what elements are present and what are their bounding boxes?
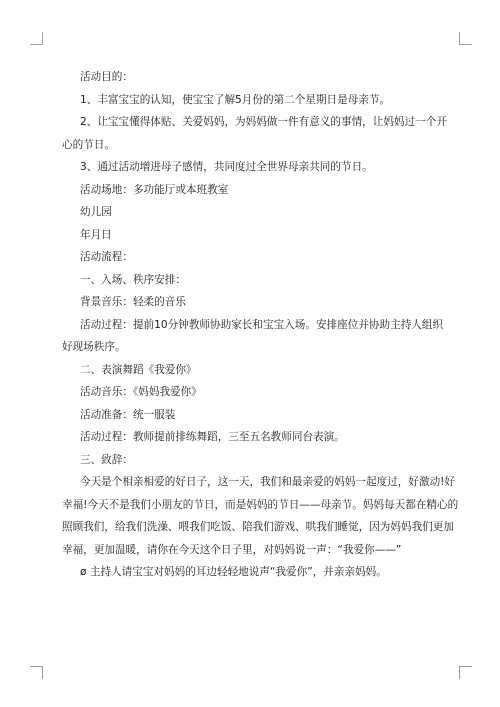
heading-purpose: 活动目的： [80, 71, 133, 83]
crop-mark-top-right [459, 32, 472, 45]
purpose-item-2: 2、让宝宝懂得体贴、关爱妈妈，为妈妈做一件有意义的事情，让妈妈过一个开 [80, 116, 447, 128]
purpose-item-1: 1、丰富宝宝的认知，使宝宝了解5月份的第二个星期日是母亲节。 [80, 93, 391, 106]
host-instruction: ø 主持人请宝宝对妈妈的耳边轻轻地说声“我爱你”，并亲亲妈妈。 [80, 566, 387, 578]
section-1-title: 一、入场、秩序安排： [80, 273, 186, 286]
organization: 幼儿园 [80, 206, 112, 218]
speech-line-1: 今天是个相亲相爱的好日子，这一天，我们和最亲爱的妈妈一起度过，好激动!好 [80, 476, 456, 488]
venue: 活动场地：多功能厅或本班教室 [80, 183, 229, 196]
heading-process: 活动流程： [80, 251, 133, 263]
section-2-title: 二、表演舞蹈《我爱你》 [80, 363, 197, 376]
section-2-process: 活动过程：教师提前排练舞蹈，三至五名教师同台表演。 [80, 431, 345, 443]
section-3-title: 三、致辞： [80, 453, 133, 466]
purpose-item-3: 3、通过活动增进母子感情，共同度过全世界母亲共同的节日。 [80, 161, 373, 173]
section-1-process-cont: 好现场秩序。 [62, 341, 126, 353]
crop-mark-top-left [30, 32, 43, 45]
date-line: 年月日 [80, 228, 112, 241]
section-2-music: 活动音乐：《妈妈我爱你》 [80, 386, 202, 398]
speech-line-3: 照顾我们，给我们洗澡、喂我们吃饭、陪我们游戏、哄我们睡觉，因为妈妈我们更加 [62, 521, 454, 533]
section-1-process: 活动过程：提前10分钟教师协助家长和宝宝入场。安排座位并协助主持人组织 [80, 318, 444, 331]
speech-line-2: 幸福!今天不是我们小朋友的节日，而是妈妈的节日——母亲节。妈妈每天都在精心的 [62, 498, 459, 511]
document-body [62, 66, 459, 584]
purpose-item-2-cont: 心的节日。 [62, 138, 115, 151]
crop-mark-bottom-right [459, 666, 472, 679]
section-2-prep: 活动准备：统一服装 [80, 408, 176, 421]
section-1-music: 背景音乐：轻柔的音乐 [80, 296, 186, 308]
crop-mark-bottom-left [30, 666, 43, 679]
speech-line-4: 幸福，更加温暖，请你在今天这个日子里，对妈妈说一声：“我爱你——” [62, 543, 402, 556]
